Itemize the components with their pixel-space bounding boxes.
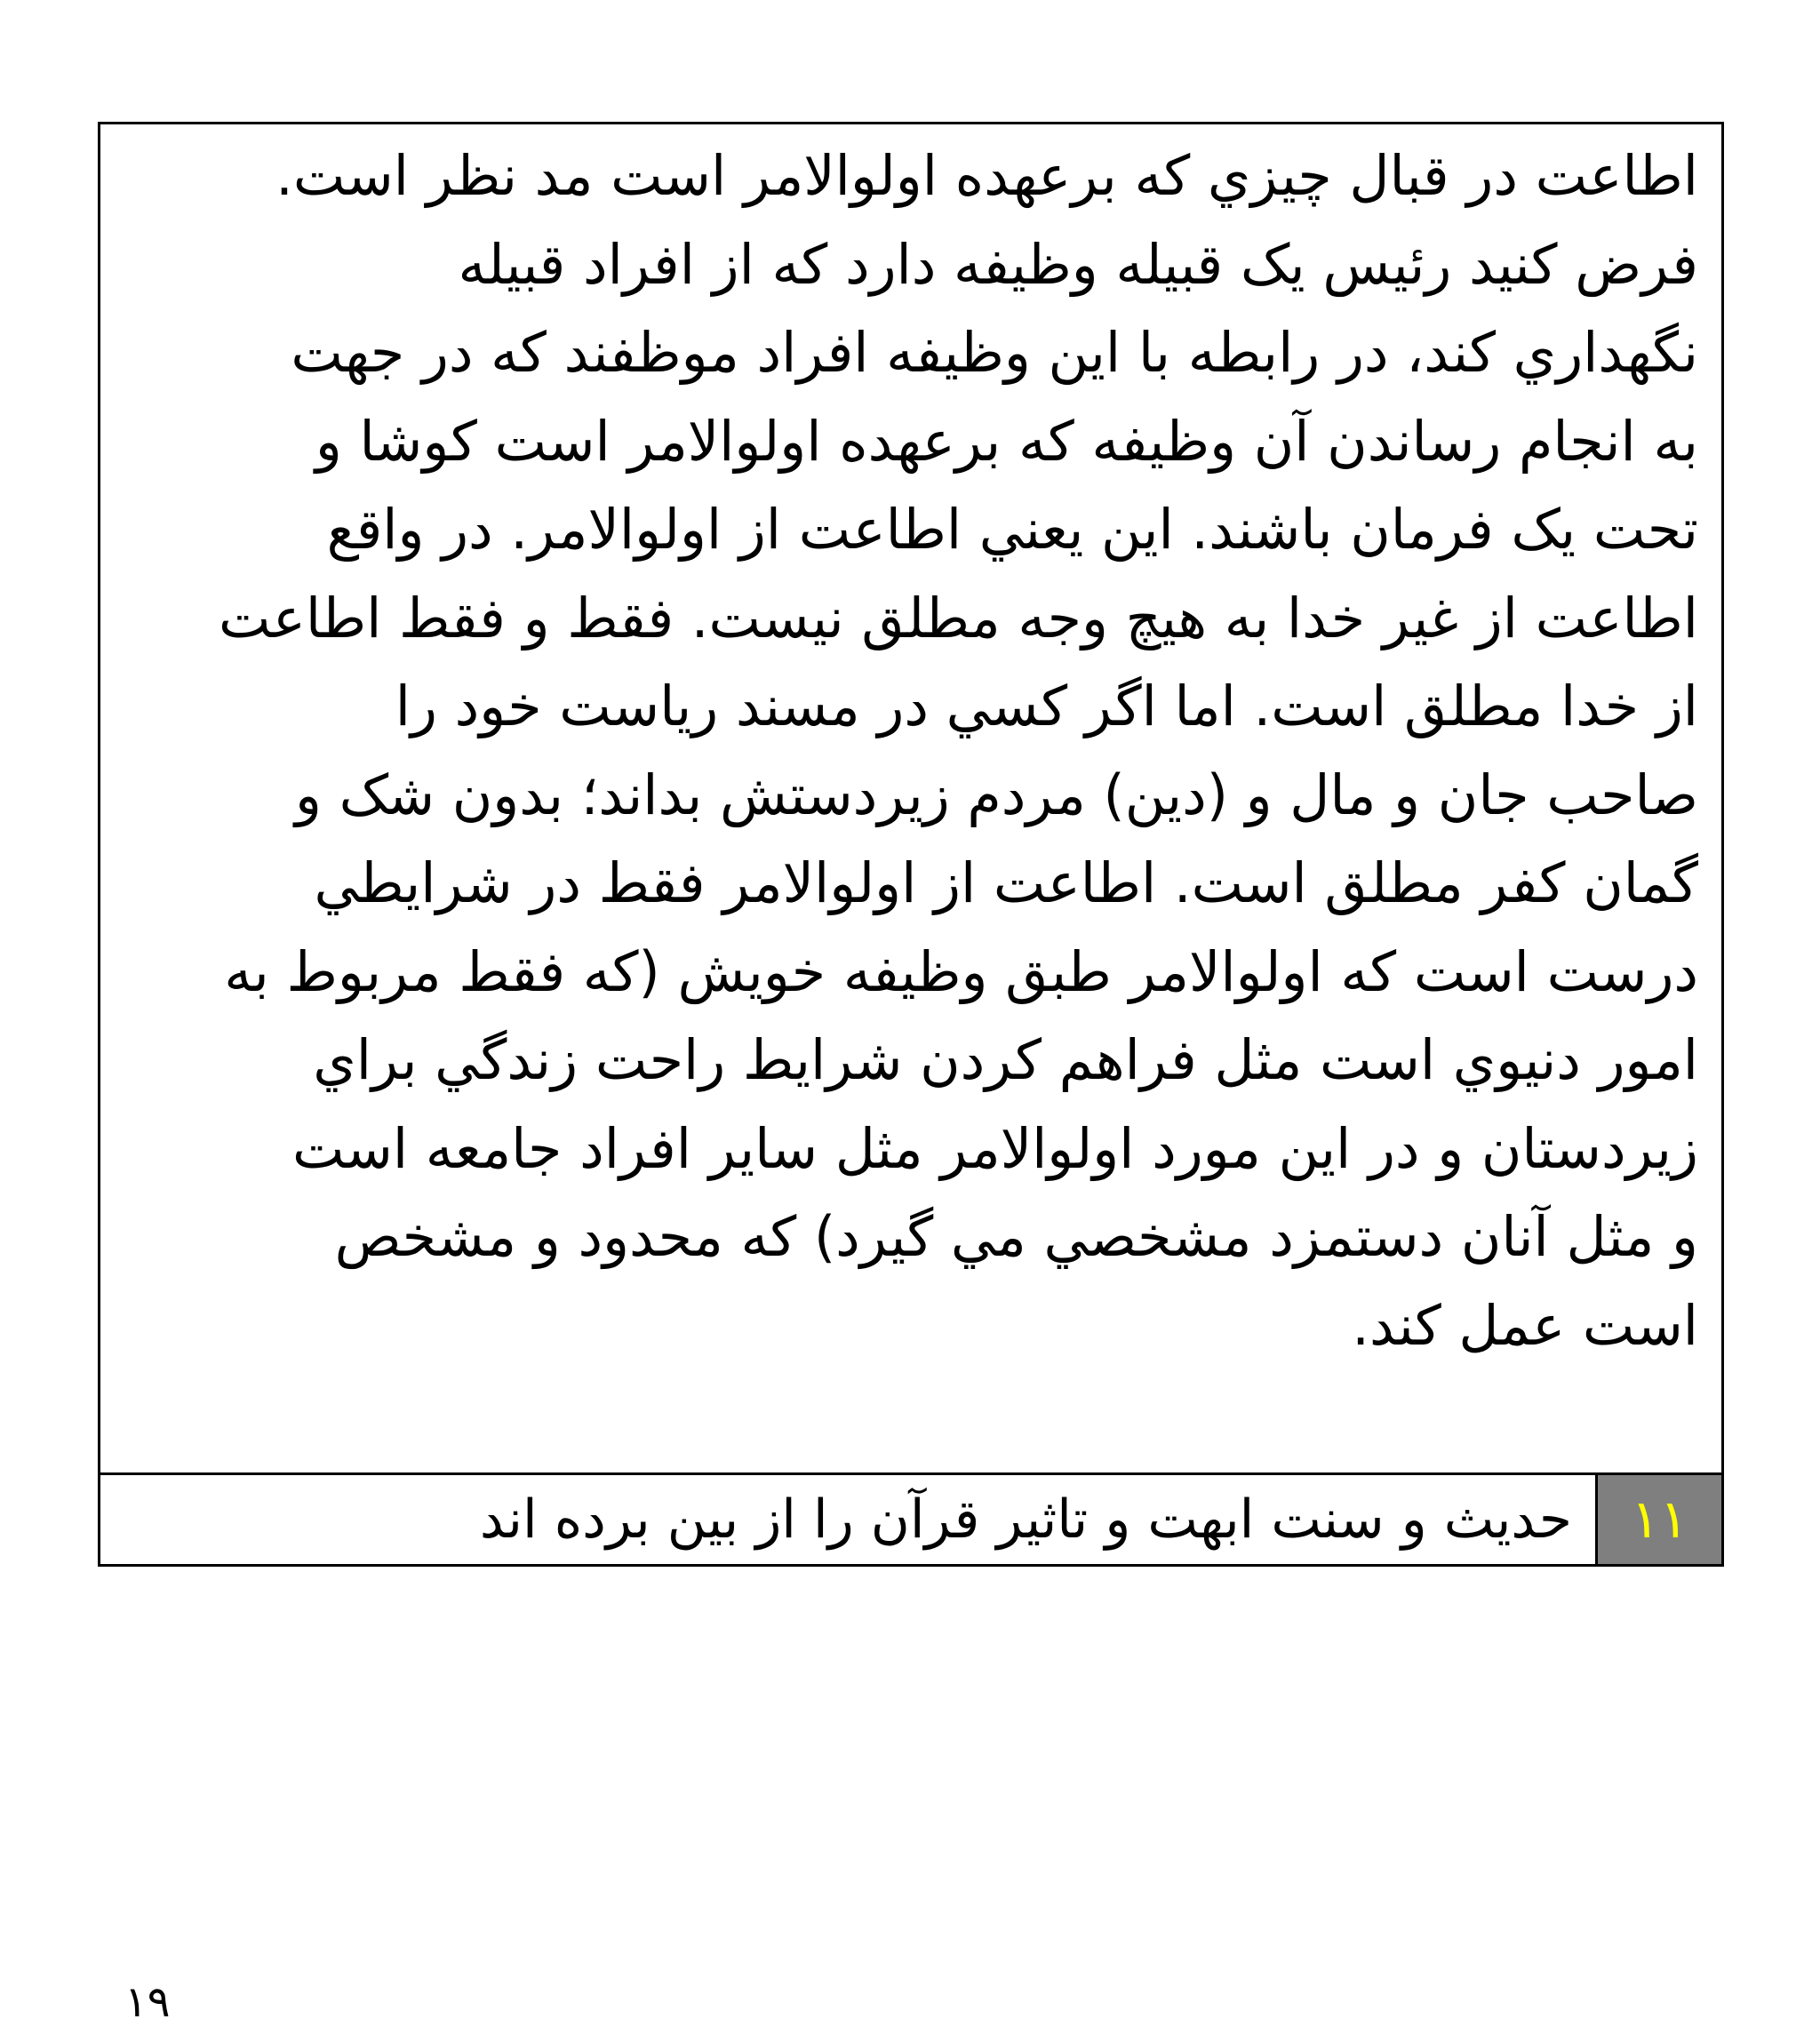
table-row xyxy=(100,1475,1721,1564)
content-table xyxy=(98,122,1724,1567)
body-line: و مثل آنان دستمزد مشخصي مي گيرد) كه محدود و مشخص xyxy=(334,1204,1698,1269)
body-cell xyxy=(100,124,1721,1475)
body-line: از خدا مطلق است. اما اگر كسي در مسند رياست خود را xyxy=(395,674,1698,738)
body-line: امور دنيوي است مثل فراهم كردن شرايط راحت زندگي براي xyxy=(313,1027,1698,1092)
body-line: زيردستان و در اين مورد اولوالامر مثل ساير افراد جامعه است xyxy=(292,1115,1698,1181)
body-line: نگهداري كند، در رابطه با اين وظيفه افراد موظفند كه در جهت xyxy=(291,320,1698,385)
body-line: گمان كفر مطلق است. اطاعت از اولوالامر فقط در شرايطي xyxy=(314,850,1698,915)
body-line: است عمل كند. xyxy=(1352,1292,1698,1358)
page-number: ۱۹ xyxy=(124,1977,171,2027)
row-number-cell: ۱۱ xyxy=(1595,1475,1721,1564)
body-line: اطاعت در قبال چيزي كه برعهده اولوالامر است مد نظر است. xyxy=(275,143,1698,208)
body-paragraph xyxy=(116,132,1698,1369)
body-line: درست است كه اولوالامر طبق وظيفه خويش (كه فقط مربوط به xyxy=(224,938,1698,1004)
row-text: حديث و سنت ابهت و تاثير قرآن را از بين برده اند xyxy=(479,1488,1572,1551)
body-line: به انجام رساندن آن وظيفه كه برعهده اولوالامر است كوشا و xyxy=(315,408,1698,474)
body-line: اطاعت از غير خدا به هيچ وجه مطلق نيست. فقط و فقط اطاعت xyxy=(218,585,1698,650)
body-line: تحت يک فرمان باشند. اين يعني اطاعت از اولوالامر. در واقع xyxy=(326,497,1698,562)
body-line: فرض كنيد رئيس يک قبيله وظيفه دارد كه از افراد قبيله xyxy=(458,231,1698,297)
body-line: صاحب جان و مال و (دين) مردم زيردستش بداند؛ بدون شک و xyxy=(294,762,1698,827)
